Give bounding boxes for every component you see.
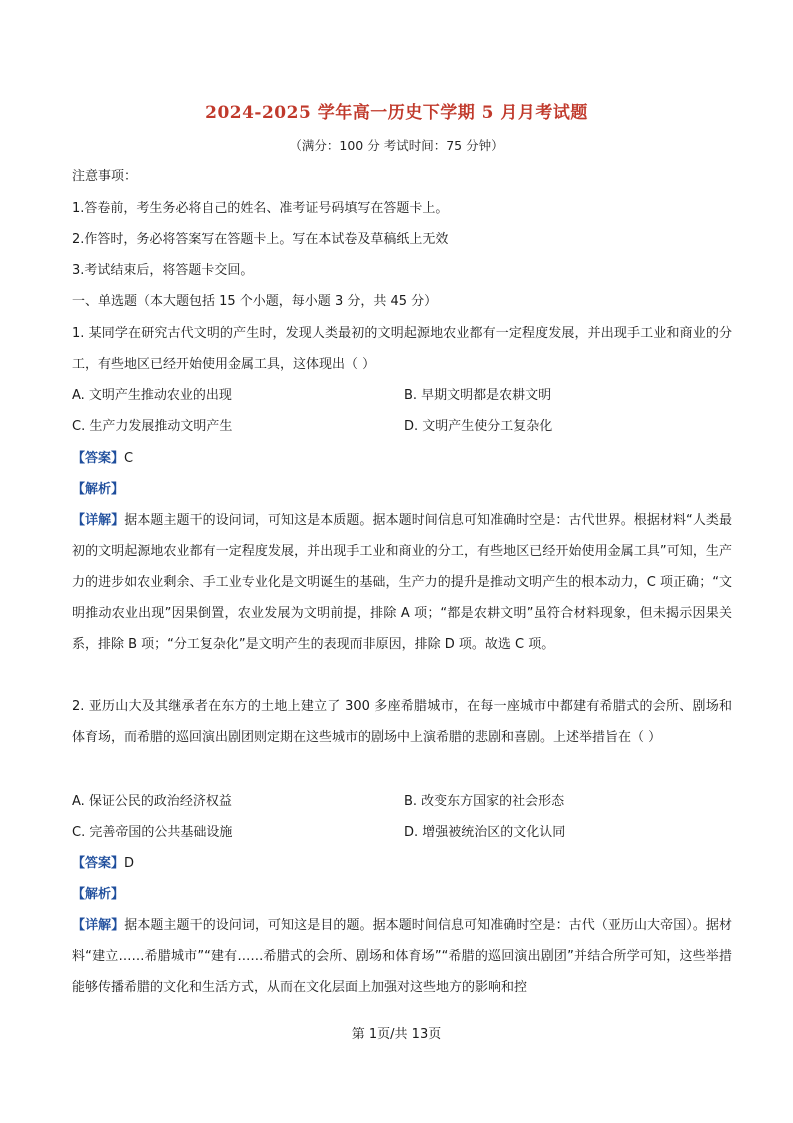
detail-tag: 【详解】 xyxy=(72,918,125,933)
q1-detail xyxy=(72,505,732,660)
q2-option-d: D. 增强被统治区的文化认同 xyxy=(404,825,566,840)
detail-text: 据本题主题干的设问词，可知这是本质题。据本题时间信息可知准确时空是：古代世界。根据材料“人类最初的文明起源地农业都有一定程度发展，并出现手工业和商业的分工，有些地区已经开始使用金属工具”可知，生产力的进步如农业剩余、手工业专业化是文明诞生的基础，生产力的提升是推动文明产生的根本动力，C 项正确；“文明推动农业出现”因果倒置，农业发展为文明前提，排除 A 项；“都是农耕文明”虽符合材料现象，但未揭示因果关系，排除 B 项；“分工复杂化”是文明产生的表现而非原因，排除 D 项。故选 C 项。 xyxy=(72,513,732,652)
detail-text: 据本题主题干的设问词，可知这是目的题。据本题时间信息可知准确时空是：古代（亚历山大帝国）。据材料“建立……希腊城市”“建有……希腊式的会所、剧场和体育场”“希腊的巡回演出剧团”并结合所学可知，这些举措能够传播希腊的文化和生活方式，从而在文化层面上加强对这些地方的影响和控 xyxy=(72,918,732,995)
q2-option-c: C. 完善帝国的公共基础设施 xyxy=(72,825,233,840)
exam-title: 2024-2025 学年高一历史下学期 5 月月考试题 xyxy=(205,103,588,123)
question-1-stem: 1. 某同学在研究古代文明的产生时，发现人类最初的文明起源地农业都有一定程度发展，并出现手工业和商业的分工，有些地区已经开始使用金属工具，这体现出（ ） xyxy=(72,326,732,372)
q2-answer xyxy=(72,855,134,873)
q1-option-b: B. 早期文明都是农耕文明 xyxy=(404,388,552,403)
q1-answer xyxy=(72,450,133,468)
notice-item: 2.作答时，务必将答案写在答题卡上。写在本试卷及草稿纸上无效 xyxy=(72,232,449,247)
q1-option-c: C. 生产力发展推动文明产生 xyxy=(72,419,233,434)
notice-item: 1.答卷前，考生务必将自己的姓名、准考证号码填写在答题卡上。 xyxy=(72,201,449,216)
answer-tag: 【答案】 xyxy=(72,451,125,466)
q2-analysis-tag xyxy=(72,886,124,904)
q2-option-b: B. 改变东方国家的社会形态 xyxy=(404,794,565,809)
q2-detail xyxy=(72,910,732,1003)
analysis-tag: 【解析】 xyxy=(72,887,125,902)
notice-heading: 注意事项： xyxy=(72,169,138,184)
exam-subtitle: （满分：100 分 考试时间：75 分钟） xyxy=(289,138,504,153)
answer-tag: 【答案】 xyxy=(72,856,125,871)
q1-option-a: A. 文明产生推动农业的出现 xyxy=(72,388,232,403)
q1-analysis-tag xyxy=(72,481,124,499)
section-heading: 一、单选题（本大题包括 15 个小题，每小题 3 分，共 45 分） xyxy=(72,294,438,309)
question-2-stem: 2. 亚历山大及其继承者在东方的土地上建立了 300 多座希腊城市，在每一座城市中都建有希腊式的会所、剧场和体育场，而希腊的巡回演出剧团则定期在这些城市的剧场中上演希腊的悲剧和喜剧。上述举措旨在（ ） xyxy=(72,699,732,745)
answer-value: D xyxy=(124,856,135,871)
detail-tag: 【详解】 xyxy=(72,513,125,528)
q1-option-d: D. 文明产生使分工复杂化 xyxy=(404,419,553,434)
page-number: 第 1页/共 13页 xyxy=(351,1027,442,1042)
notice-item: 3.考试结束后，将答题卡交回。 xyxy=(72,263,254,278)
answer-value: C xyxy=(124,451,134,466)
analysis-tag: 【解析】 xyxy=(72,482,125,497)
q2-option-a: A. 保证公民的政治经济权益 xyxy=(72,794,232,809)
